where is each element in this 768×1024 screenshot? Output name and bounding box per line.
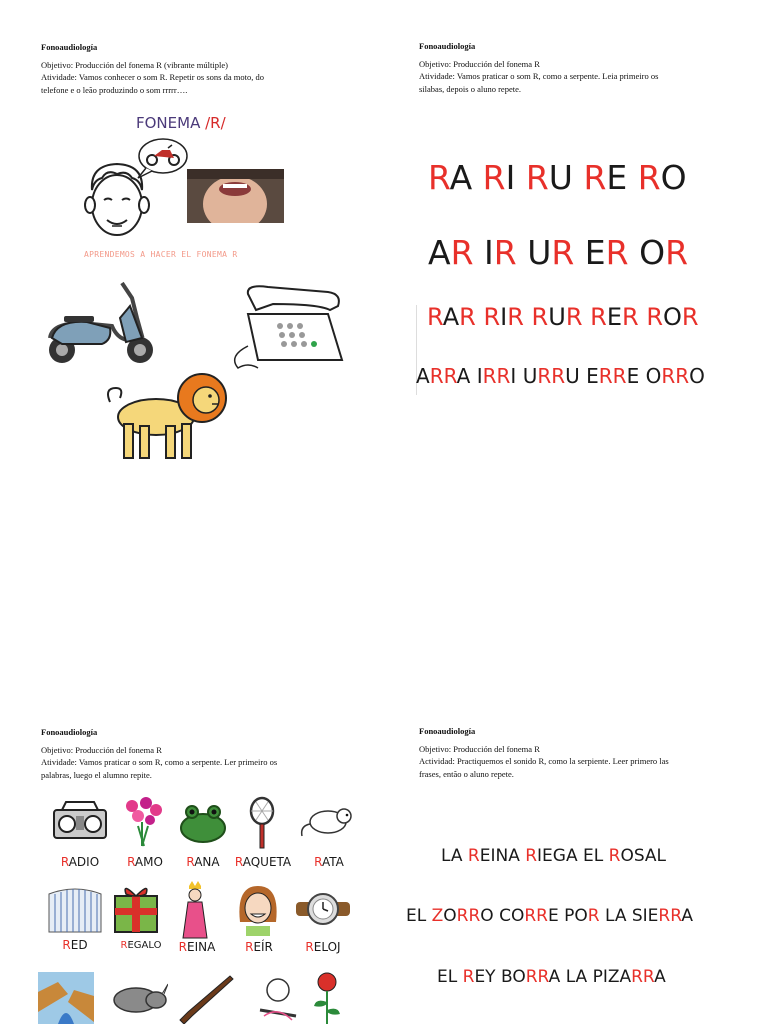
- card-activity-line1: Atividade: Vamos praticar o som R, como a serpente. Leia primeiro os: [419, 71, 659, 81]
- word-initial: R: [245, 940, 254, 954]
- syl-char: R: [459, 303, 476, 331]
- syl-char: R: [450, 233, 474, 272]
- syl-char: R: [551, 233, 575, 272]
- card-title: Fonoaudiología: [41, 727, 98, 737]
- scooter-icon: [42, 278, 157, 368]
- syllables-row-3: [427, 303, 699, 331]
- word-rest: EÍR: [253, 940, 273, 954]
- syl-space: [627, 158, 638, 197]
- word-initial: R: [62, 938, 71, 952]
- rose-icon: [308, 970, 346, 1024]
- rifle-icon: [176, 972, 236, 1024]
- card-objective: Objetivo: Producción del fonema R: [419, 743, 540, 754]
- syl-space: [515, 158, 526, 197]
- watch-icon: [296, 888, 350, 930]
- gift-icon: [112, 882, 160, 934]
- sent-part: R: [608, 846, 621, 866]
- syl-char: RR: [482, 364, 511, 388]
- syl-char: RR: [661, 364, 690, 388]
- syl-char: O: [645, 364, 662, 388]
- sent-part: Z: [431, 906, 444, 926]
- fonema-title-prefix: FONEMA: [136, 114, 206, 132]
- word-raqueta: [228, 855, 298, 869]
- word-initial: R: [120, 940, 128, 951]
- card-title: Fonoaudiología: [419, 726, 476, 736]
- word-rest: ELOJ: [313, 940, 341, 954]
- sent-part: E PO: [547, 906, 588, 926]
- word-ramo: [117, 855, 173, 869]
- syllables-row-2: [428, 233, 688, 272]
- syl-char: O: [663, 303, 682, 331]
- syl-char: R: [525, 158, 549, 197]
- word-initial: R: [60, 855, 69, 869]
- frog-icon: [177, 800, 229, 846]
- sent-part: O CO: [480, 906, 525, 926]
- word-reloj: [298, 940, 348, 954]
- syl-char: A: [442, 303, 460, 331]
- syl-char: R: [482, 158, 506, 197]
- syl-char: R: [483, 303, 501, 331]
- sentence-1: [441, 846, 666, 866]
- syl-char: E: [586, 364, 599, 388]
- word-initial: R: [186, 855, 195, 869]
- syl-space: [629, 233, 640, 272]
- syl-char: A: [449, 158, 473, 197]
- word-rest: EGALO: [127, 940, 162, 951]
- rhino-icon: [110, 982, 168, 1016]
- word-reir: [236, 940, 282, 954]
- syl-char: I: [510, 364, 517, 388]
- river-icon: [38, 972, 94, 1024]
- fonema-title-r: /R/: [205, 114, 226, 132]
- syl-char: R: [507, 303, 524, 331]
- syl-space: [474, 233, 485, 272]
- card-activity-line2: frases, então o aluno repete.: [419, 768, 514, 779]
- card-title: Fonoaudiología: [419, 41, 476, 51]
- sent-part: R: [462, 967, 475, 987]
- sent-part: A: [681, 906, 693, 926]
- word-initial: R: [178, 940, 188, 954]
- syl-char: I: [500, 303, 508, 331]
- sent-part: OSAL: [620, 846, 667, 866]
- syl-char: R: [428, 158, 450, 197]
- syl-char: O: [660, 158, 687, 197]
- radio-icon: [52, 800, 108, 840]
- syl-char: R: [665, 233, 688, 272]
- card-1-header: [41, 41, 264, 96]
- fonema-r-panel: [34, 110, 352, 468]
- syl-space: [573, 158, 584, 197]
- sent-part: EY BO: [474, 967, 526, 987]
- syl-char: R: [493, 233, 517, 272]
- syl-space: [472, 158, 483, 197]
- laughing-girl-icon: [236, 882, 280, 936]
- word-rest: AQUETA: [242, 855, 292, 869]
- word-rest: ANA: [194, 855, 220, 869]
- word-rata: [304, 855, 354, 869]
- syl-char: RR: [598, 364, 627, 388]
- syl-char: R: [590, 303, 607, 331]
- card-objective: Objetivo: Producción del fonema R (vibrante múltiple): [41, 59, 228, 70]
- syl-char: R: [637, 158, 661, 197]
- syl-char: I: [476, 364, 483, 388]
- sent-part: RR: [524, 906, 548, 926]
- syl-char: R: [565, 303, 583, 331]
- syl-char: R: [646, 303, 664, 331]
- card-4-header: [419, 725, 669, 780]
- syl-char: U: [522, 364, 538, 388]
- word-rana: [178, 855, 228, 869]
- fonema-caption: APRENDEMOS A HACER EL FONEMA R: [84, 250, 238, 259]
- card-3-header: [41, 726, 277, 781]
- card-objective: Objetivo: Producción del fonema R: [41, 744, 162, 755]
- syl-char: RR: [537, 364, 566, 388]
- sent-part: A LA PIZA: [548, 967, 632, 987]
- lion-icon: [106, 372, 230, 464]
- card-objective: Objetivo: Producción del fonema R: [419, 58, 540, 69]
- syl-char: R: [427, 303, 443, 331]
- sent-part: R: [467, 846, 480, 866]
- syl-space: [517, 233, 528, 272]
- sent-part: O: [443, 906, 457, 926]
- word-red: [50, 938, 100, 952]
- word-initial: R: [127, 855, 135, 869]
- sent-part: EL: [437, 967, 463, 987]
- sent-part: EINA: [479, 846, 526, 866]
- sent-part: RR: [631, 967, 655, 987]
- word-rest: EINA: [187, 940, 216, 954]
- motorbike-icon: [134, 136, 188, 180]
- word-regalo: [112, 940, 170, 951]
- syl-char: U: [548, 158, 573, 197]
- rat-icon: [300, 802, 356, 838]
- syl-char: E: [584, 233, 606, 272]
- sent-part: LA: [441, 846, 468, 866]
- word-reina: [172, 940, 222, 954]
- syl-char: E: [626, 364, 640, 388]
- card-activity-line1: Actividad: Practiquemos el sonido R, como la serpiente. Leer primero las: [419, 756, 669, 766]
- syl-char: U: [527, 233, 552, 272]
- syl-char: I: [484, 233, 494, 272]
- sent-part: A: [654, 967, 666, 987]
- sent-part: R: [525, 846, 538, 866]
- card-activity-line2: silabas, depois o aluno repete.: [419, 83, 521, 94]
- syl-char: E: [606, 303, 622, 331]
- word-rest: AMO: [134, 855, 163, 869]
- syl-char: R: [605, 233, 629, 272]
- syl-char: R: [681, 303, 699, 331]
- word-initial: R: [314, 855, 322, 869]
- queen-icon: [180, 880, 210, 940]
- syl-space: [524, 303, 532, 331]
- sent-part: RR: [525, 967, 549, 987]
- sent-part: RR: [658, 906, 682, 926]
- syl-char: O: [689, 364, 705, 388]
- flowers-icon: [120, 796, 166, 848]
- syl-char: R: [622, 303, 639, 331]
- curler-icon: [256, 976, 300, 1024]
- sent-part: R: [587, 906, 600, 926]
- card-activity-line2: palabras, luego el alumno repite.: [41, 769, 152, 780]
- word-radio: [50, 855, 110, 869]
- rain-net-icon: [47, 884, 103, 934]
- sentence-2: [406, 906, 693, 926]
- word-rest: ATA: [321, 855, 344, 869]
- syl-char: A: [456, 364, 471, 388]
- sent-part: EL: [406, 906, 432, 926]
- syl-space: [574, 233, 585, 272]
- syllables-row-1: [428, 158, 687, 197]
- sentence-3: [437, 967, 666, 987]
- word-initial: R: [234, 855, 243, 869]
- sent-part: IEGA EL: [537, 846, 609, 866]
- syl-char: A: [428, 233, 451, 272]
- word-rest: ADIO: [68, 855, 100, 869]
- fonema-title: [136, 114, 226, 132]
- card-2-header: [419, 40, 658, 95]
- syl-char: R: [583, 158, 607, 197]
- word-initial: R: [305, 940, 314, 954]
- card-title: Fonoaudiología: [41, 42, 98, 52]
- syl-char: A: [416, 364, 430, 388]
- syl-char: U: [548, 303, 566, 331]
- syl-char: O: [639, 233, 666, 272]
- syl-char: RR: [429, 364, 457, 388]
- card-activity-line1: Atividade: Vamos praticar o som R, como a serpente. Ler primeiro os: [41, 757, 278, 767]
- syl-space: [583, 303, 591, 331]
- card-activity-line1: Atividade: Vamos conhecer o som R. Repetir os sons da moto, do: [41, 72, 264, 82]
- syl-char: R: [531, 303, 549, 331]
- sent-part: RR: [456, 906, 481, 926]
- syllables-row-4: [416, 364, 705, 388]
- sent-part: LA SIE: [599, 906, 659, 926]
- syl-char: I: [505, 158, 516, 197]
- word-rest: ED: [70, 938, 88, 952]
- mouth-photo: [187, 169, 284, 223]
- card-activity-line2: telefone e o leão produzindo o som rrrrr….: [41, 84, 188, 95]
- telephone-icon: [218, 284, 346, 374]
- syl-char: U: [565, 364, 580, 388]
- syl-char: E: [606, 158, 628, 197]
- racket-icon: [247, 796, 277, 850]
